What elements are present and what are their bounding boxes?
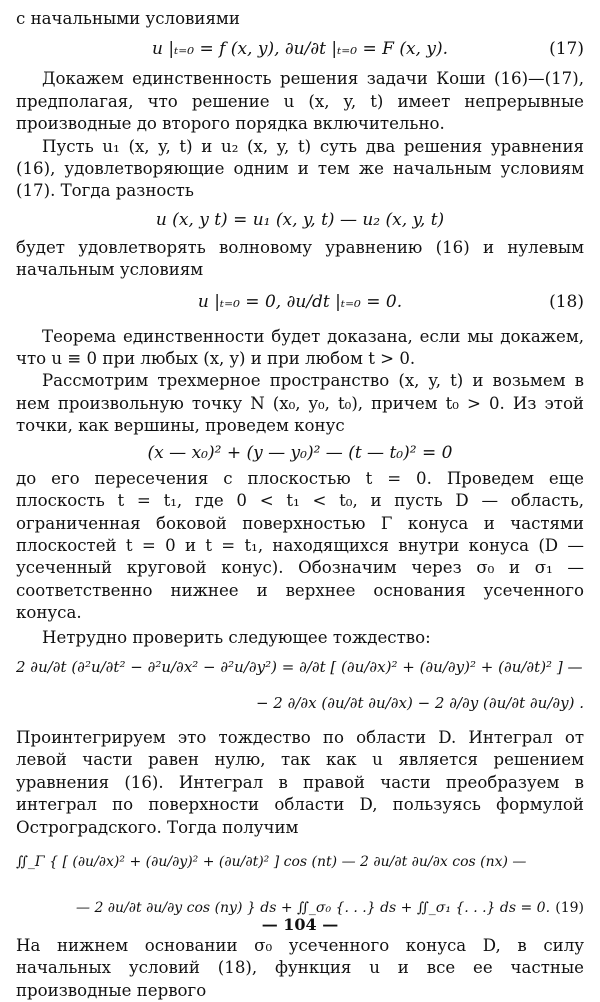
equation-identity-line-2-body: − 2 ∂/∂x (∂u/∂t ∂u/∂x) − 2 ∂/∂y (∂u/∂t ∂u/∂y) . (255, 693, 584, 712)
equation-18-body: u |ₜ₌₀ = 0, ∂u/dt |ₜ₌₀ = 0. (197, 291, 403, 312)
equation-17-number: (17) (549, 39, 584, 60)
paragraph-theorem: Теорема единственности будет доказана, если мы докажем, что u ≡ 0 при любых (x, y) и при любом t > 0. (16, 326, 584, 369)
paragraph-integrate: Проинтегрируем это тождество по области D. Интеграл от левой части равен нулю, так как u является решением уравнения (16). Интеграл в правой части преобразуем в интеграл по поверхности области D, пользуясь формулой Остроградского. Тогда получим (16, 727, 584, 837)
equation-18-number: (18) (549, 291, 584, 312)
paragraph-wave-equation: будет удовлетворять волновому уравнению (16) и нулевым начальным условиям (16, 237, 584, 280)
paragraph-cauchy-uniqueness: Докажем единственность решения задачи Коши (16)—(17), предполагая, что решение u (x, y, t) имеет непрерывные производные до второго порядка включительно. (16, 69, 584, 134)
equation-17 (16, 32, 584, 66)
equation-19-line-2-body: — 2 ∂u/∂t ∂u/∂y cos (ny) } ds + ∬_σ₀ {. . .} ds + ∬_σ₁ {. . .} ds = 0. (76, 899, 551, 916)
equation-17-body: u |ₜ₌₀ = f (x, y), ∂u/∂t |ₜ₌₀ = F (x, y). (152, 39, 448, 60)
equation-identity-line-1-body: 2 ∂u/∂t (∂²u/∂t² − ∂²u/∂x² − ∂²u/∂y²) = ∂/∂t [ (∂u/∂x)² + (∂u/∂y)² + (∂u/∂t)² ] — (16, 657, 583, 676)
equation-cone-body: (x — x₀)² + (y — y₀)² — (t — t₀)² = 0 (147, 442, 453, 463)
equation-cone (16, 438, 584, 468)
equation-19-line-1-body: ∬_Γ { [ (∂u/∂x)² + (∂u/∂y)² + (∂u/∂t)² ] cos (nt) — 2 ∂u/∂t ∂u/∂x cos (nx) — (16, 853, 527, 870)
paragraph-identity-intro: Нетрудно проверить следующее тождество: (42, 627, 431, 647)
text-line: с начальными условиями (16, 9, 240, 28)
paragraph-three-dim-space: Рассмотрим трехмерное пространство (x, y, t) и возьмем в нем произвольную точку N (x₀, y₀, t₀), причем t₀ > 0. Из этой точки, как вершины, проведем конус (16, 371, 584, 436)
equation-difference-body: u (x, y t) = u₁ (x, y, t) — u₂ (x, y, t) (155, 209, 445, 230)
paragraph-two-solutions: Пусть u₁ (x, y, t) и u₂ (x, y, t) суть два решения уравнения (16), удовлетворяющие одним и тем же начальным условиям (17). Тогда разность (16, 136, 584, 201)
equation-18 (16, 282, 584, 322)
page-number: — 104 — (261, 915, 339, 934)
equation-identity-line-1 (16, 649, 584, 685)
equation-19-number: (19) (555, 899, 584, 916)
paragraph-lower-base: На нижнем основании σ₀ усеченного конуса D, в силу начальных условий (18), функция u и все ее частные производные первого (16, 935, 584, 1000)
equation-19-line-1 (16, 839, 584, 885)
paragraph-intersection: до его пересечения с плоскостью t = 0. Проведем еще плоскость t = t₁, где 0 < t₁ < t₀, и пусть D — область, ограниченная боковой поверхностью Γ конуса и частями плоскостей t = 0 и t = t₁, находящихся внутри конуса (D — усеченный круговой конус). Обозначим через σ₀ и σ₁ — соответственно нижнее и верхнее основания усеченного конуса. (16, 468, 584, 623)
equation-identity-line-2 (16, 685, 584, 721)
equation-difference (16, 203, 584, 237)
